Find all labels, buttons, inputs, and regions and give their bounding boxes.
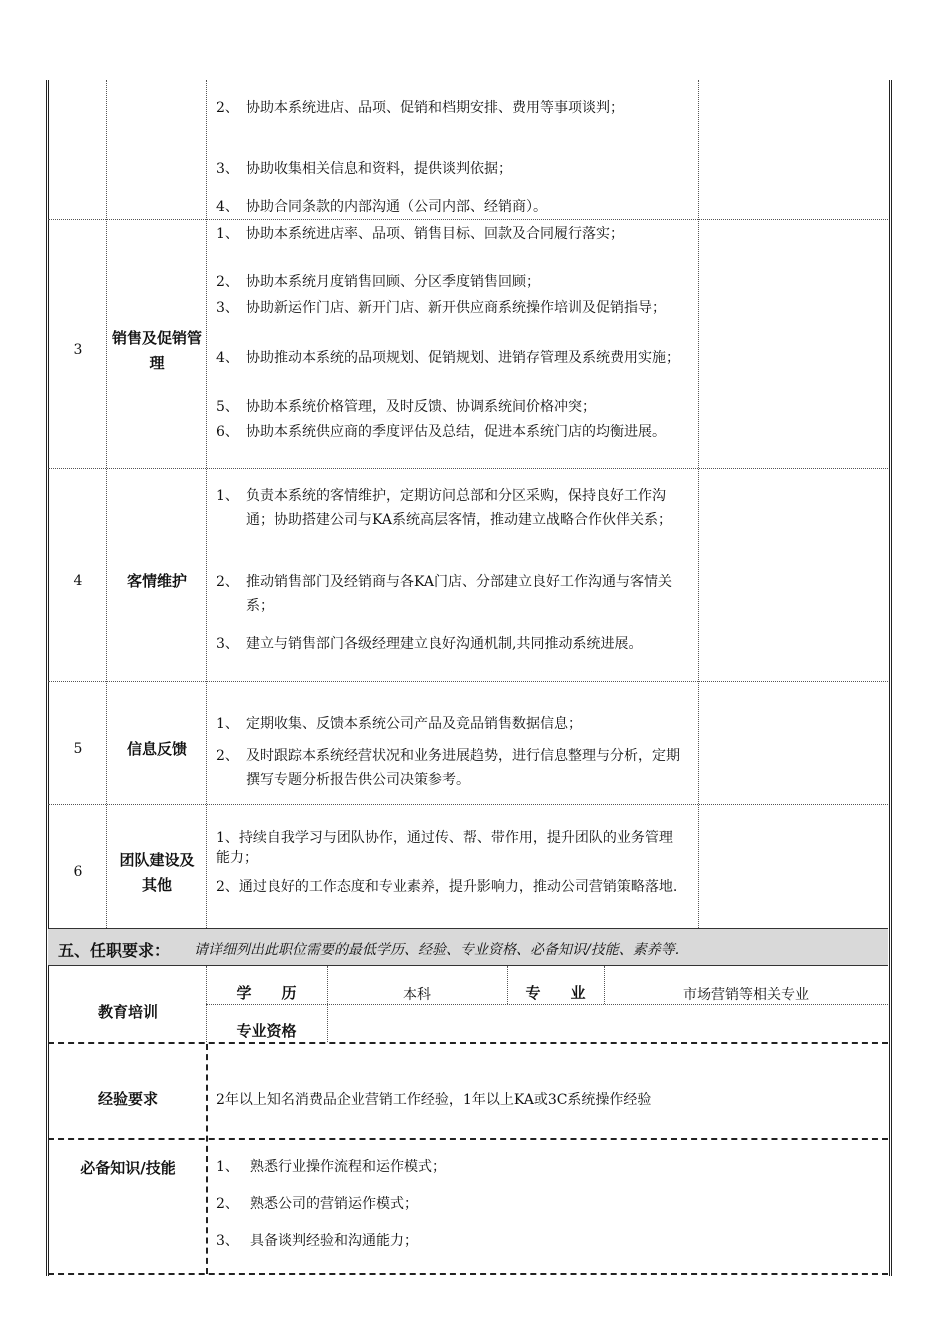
row-divider xyxy=(48,1042,888,1044)
duty-item: 3、 协助新运作门店、新开门店、新开供应商系统操作培训及促销指导； xyxy=(216,300,666,316)
row-divider xyxy=(48,219,888,220)
column-divider xyxy=(106,80,107,928)
skill-item: 1、 熟悉行业操作流程和运作模式； xyxy=(216,1159,446,1175)
duty-item: 4、 协助合同条款的内部沟通（公司内部、经销商）。 xyxy=(216,199,547,215)
column-divider xyxy=(698,80,699,928)
duty-item: 2、通过良好的工作态度和专业素养，提升影响力，推动公司营销策略落地. xyxy=(216,879,678,895)
row-number: 4 xyxy=(73,573,83,589)
duty-item: 1、持续自我学习与团队协作，通过传、帮、带作用，提升团队的业务管理能力； xyxy=(216,830,673,866)
row-divider xyxy=(48,804,888,805)
duty-item: 2、 推动销售部门及经销商与各KA门店、分部建立良好工作沟通与客情关系； xyxy=(216,574,673,614)
row-number: 6 xyxy=(73,864,83,880)
duty-item: 3、 协助收集相关信息和资料，提供谈判依据； xyxy=(216,161,512,177)
table-bottom-border xyxy=(48,1273,888,1275)
duty-item: 2、 协助本系统进店、品项、促销和档期安排、费用等事项谈判； xyxy=(216,100,624,116)
duty-item: 1、 协助本系统进店率、品项、销售目标、回款及合同履行落实； xyxy=(216,226,624,242)
experience-value: 2年以上知名消费品企业营销工作经验，1年以上KA或3C系统操作经验 xyxy=(216,1092,652,1108)
duty-category: 客情维护 xyxy=(126,572,187,590)
skills-label: 必备知识/技能 xyxy=(80,1159,176,1177)
duty-category: 销售及促销管理 xyxy=(111,329,202,372)
duty-item: 3、 建立与销售部门各级经理建立良好沟通机制,共同推动系统进展。 xyxy=(216,636,643,652)
skill-item: 2、 熟悉公司的营销运作模式； xyxy=(216,1196,418,1212)
section-header xyxy=(48,928,888,966)
duty-item: 2、 及时跟踪本系统经营状况和业务进展趋势，进行信息整理与分析，定期撰写专题分析报告供公司决策参考。 xyxy=(216,748,680,788)
duty-item: 6、 协助本系统供应商的季度评估及总结，促进本系统门店的均衡进展。 xyxy=(216,424,666,440)
row-number: 3 xyxy=(73,342,83,358)
column-divider xyxy=(206,80,207,928)
qualification-label: 专业资格 xyxy=(236,1022,297,1040)
duty-item: 1、 负责本系统的客情维护，定期访问总部和分区采购，保持良好工作沟通；协助搭建公司与KA系统高层客情，推动建立战略合作伙伴关系； xyxy=(216,488,673,528)
duty-item: 1、 定期收集、反馈本系统公司产品及竞品销售数据信息； xyxy=(216,716,582,732)
section-title: 五、任职要求： xyxy=(58,941,171,960)
major-value: 市场营销等相关专业 xyxy=(683,987,809,1003)
duty-category: 信息反馈 xyxy=(126,740,187,758)
duty-item: 2、 协助本系统月度销售回顾、分区季度销售回顾； xyxy=(216,274,540,290)
row-divider xyxy=(48,468,888,469)
row-divider xyxy=(48,681,888,682)
duty-category: 团队建设及其他 xyxy=(119,851,195,894)
duty-item: 5、 协助本系统价格管理，及时反馈、协调系统间价格冲突； xyxy=(216,399,596,415)
experience-label: 经验要求 xyxy=(97,1090,158,1108)
row-number: 5 xyxy=(73,741,83,757)
section-description: 请详细列出此职位需要的最低学历、经验、专业资格、必备知识/技能、素养等. xyxy=(194,942,680,958)
degree-label: 学 历 xyxy=(236,984,297,1002)
degree-value: 本科 xyxy=(403,987,431,1003)
skill-item: 3、 具备谈判经验和沟通能力； xyxy=(216,1233,418,1249)
education-label: 教育培训 xyxy=(97,1003,158,1021)
row-divider xyxy=(206,1004,888,1005)
column-divider xyxy=(206,1044,208,1274)
duty-item: 4、 协助推动本系统的品项规划、促销规划、进销存管理及系统费用实施； xyxy=(216,350,680,366)
major-label: 专 业 xyxy=(525,984,586,1002)
row-divider xyxy=(48,1138,888,1140)
